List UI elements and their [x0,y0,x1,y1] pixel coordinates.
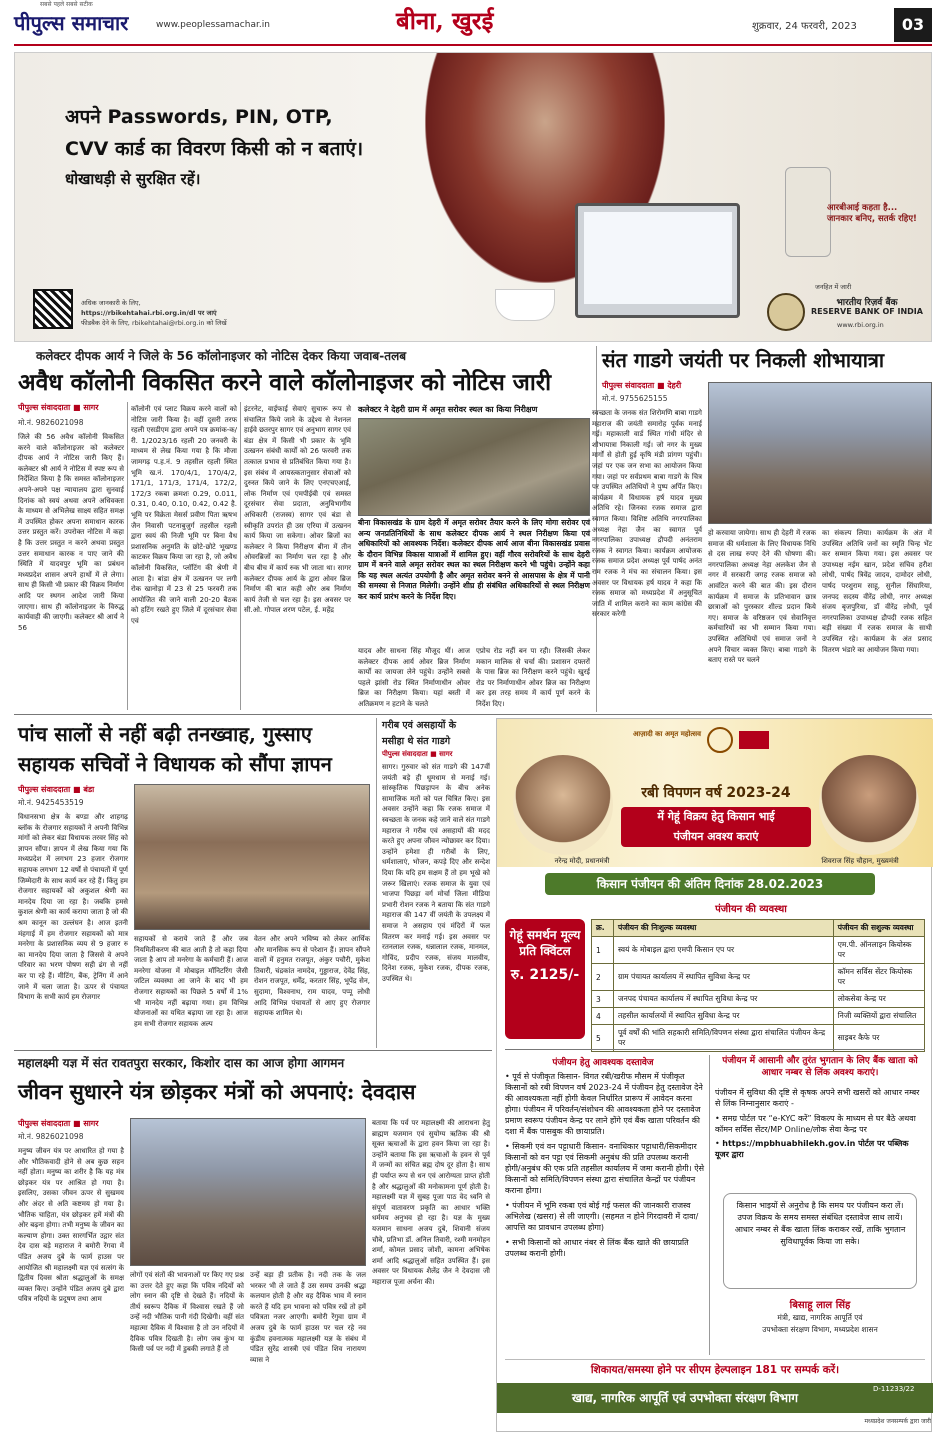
table-header-row [592,920,925,937]
story5-col2: लोगों एवं संतों की भावनाओं पर किए गए प्रश्न का उत्तर देते हुए कहा कि पवित्र नदियों को लोग स्नान की दृष्टि से देखते हैं। नदियों के तीर्थ स्वरूप दैविक में विश्वास रखते हैं जो उन्हें नदी भौतिक पानी गंदी दिखेगी। वहीं संत महात्मा दैविक में विश्वास है तो उन नदियों में दैविक पवित्र दिखती है। लोग जब कुंभ या किसी पर्व पर नदी में डुबकी लगाते हैं तो [130,1271,244,1354]
story5-photo [130,1118,366,1266]
story4-body: सागर। गुरुवार को संत गाडगे की 147वीं जयंती बड़े ही धूमधाम से मनाई गई। सांस्कृतिक पिछड़ापन के बीच अनेक सामाजिक मतों को पल चित्रित किए। इस अवसर उन्होंने कहा कि रजक समाज में स्वच्छता के जनक कहे जाने वाले संत गाडगे महाराज ने गरीब एवं असहायों की मदद करते हुए अपना जीवन न्योछावर कर दिया। उन्होंने हमेशा ही गरीबों के लिए, धर्मशालाएं, भोजन, कपड़े दिए और सन्देश दिया कि यदि हम सक्षम हैं तो हम भूखे को जरूर खिलाएं। रजक समाज के युवा एवं भाजपा पिछड़ा वर्ग मोर्चा जिला मीडिया प्रभारी रोशन रजक ने बताया कि संत गाडगे महाराज की 147 वीं जयंती के उपलक्ष्य में समाज ने असहाय एवं मंदिरों में फल वितरण कर मनाई गई। इस अवसर पर रतनलाल रजक, धन्नालाल रजक, मानमल, गोविंद, प्रदीप रजक, संजय मालवीय, दिनेश रजक, मुकेश रजक, दीपक रजक, उपस्थित थे। [382,763,490,983]
docs-item-text: पूर्व से पंजीकृत किसान- विगत रबी/खरीफ मौसम में पंजीकृत किसानों को रबी विपणन वर्ष 2023-24 में पंजीयन हेतु दस्तावेज देने की आवश्यकता नहीं होगी केवल निर्धारित प्रारूप में आवेदन करना होगा। पंजीयन में परिवर्तन/संशोधन की आवश्यकता होने पर दस्तावेज प्रमाण स्वरूप पंजीयन केन्द्र पर लाने होंगे एवं बैंक खाता परिवर्तन की दशा में बैंक पासबुक की छायाप्रति। [505,1072,703,1136]
minister-title-line2: उपभोक्ता संरक्षण विभाग, मध्यप्रदेश शासन [762,1325,878,1334]
story1-col3: इंटरनेट, वाईफाई सेवाएं सुचारू रूप से संचालित किये जाने के उद्देश्य से नेशनल हाईवे छतरपुर सागर एवं अनुभाग सागर एवं बंडा क्षेत्र में किसी भी प्रकार के भूमि उत्खनन संबंधी कार्यों को 26 फरवरी तक तत्काल प्रभाव से प्रतिबंधित किया गया है। इस संबंध में आयस्त्कतानुसार सेवाओं को दुरुस्त किये जाने के लिए एनएचएआई, लोक निर्माण एवं एमपीईबी एवं समस्त दूरसंचार सेवा प्रदाता, अनुविभागीय अधिकारी (राजस्व) सागर एवं बंडा से स्वीकृति उपरांत ही उस एरिया में उत्खनन कार्य किया जा सकेगा। ओवर ब्रिजों का कलेक्टर ने किया निरीक्षण बीना में तीन ओवरब्रिजों का निर्माण चल रहा है और बीच बीच में कार्य रुक भी जाता था। सागर कलेक्टर दीपक आर्य के द्वारा ओवर ब्रिज निर्माण की बात कही और अब निर्माण कार्य तेजी से चल रहा है। इस अवसर पर सी.ओ. गोपाल शरण पटेल, ई. महेंद्र [244,405,351,615]
table-cell: तहसील कार्यालयों में स्थापित सुविधा केन्द्र पर [614,1008,834,1025]
story5-mobile: मो.नं. 9826021098 [18,1132,84,1141]
deadline-banner: किसान पंजीयन की अंतिम दिनांक 28.02.2023 [545,873,875,895]
rbi-info-link[interactable]: https://rbikehtahai.rbi.org.in/dl पर जाएं [81,309,217,317]
story1-col4: यादव और साधना सिंह मौजूद थीं। आज कलेक्टर दीपक आर्य ओवर ब्रिज निर्माण कार्यों का जायजा लेने पहुंचे। उन्होंने सबसे पहले झांसी रोड स्थित निर्माणाधीन ओवर ब्रिज का निरीक्षण किया। यहां बस्ती में अतिक्रमण न हटाने के चलते [358,647,470,708]
helpline-banner: शिकायत/समस्या होने पर सीएम हेल्पलाइन 181 पर सम्पर्क करें। [505,1359,925,1377]
story3-mobile: मो.नं. 9425453519 [18,798,84,807]
department-footer: खाद्य, नागरिक आपूर्ति एवं उपभोक्ता संरक्षण विभाग [497,1383,933,1413]
laptop-illustration [575,203,740,318]
docs-item: • सिकमी एवं वन पट्टाधारी किसान- वनाधिकार पट्टाधारी/सिकमीदार किसानों को वन पट्टा एवं सिकमी अनुबंध की प्रति उपलब्ध करानी होगी/अनुबंध की एक प्रति तहसील कार्यालय में जमा करानी होगी। ऐसे किसानों को समिति/विपणन संस्था द्वारा संचालित केन्द्रों पर पंजीयन कराना होगा। [505,1142,705,1195]
rbi-website[interactable]: www.rbi.org.in [837,321,884,329]
release-code: D-11233/22 [873,1385,915,1393]
registration-table-grid [591,919,925,1052]
table-cell: 1 [592,937,614,964]
table-cell: लोकसेवा केन्द्र पर [833,991,924,1008]
pm-name: नरेन्द्र मोदी, प्रधानमंत्री [554,857,610,865]
minister-quote-box [723,1193,917,1289]
story3-byline: पीपुल्स संवाददाता ■ बंडा [18,785,95,794]
masthead [0,0,945,44]
masthead-url[interactable]: www.peoplessamachar.in [156,20,270,30]
table-cell: 3 [592,991,614,1008]
ad-title: रबी विपणन वर्ष 2023-24 [641,785,791,801]
story1-col2: कॉलोनी एवं प्लाट विक्रय करने वालों को नोटिस जारी किया है। वहीं दूसरी तरफ रहली एसडीएम द्वारा अपने पत्र क्रमांक-क/ री. 1/2023/16 रहली 20 जनवरी के माध्यम से लेख किया गया है कि मौजा जामगढ़ प.ह.नं. 9 तहसील रहली स्थित भूमि ख.नं. 170/4/1, 170/4/2, 171/1, 171/3, 171/4, 172/2, 172/3 रकबा क्रमशः 0.29, 0.011, 0.31, 0.40, 0.10, 0.42, 0.42 है. भूमि पर विक्रेता मेसर्स प्रवीण पिता ऋषभ जैन निवासी पटनाबुजुर्ग तहसील रहली द्वारा स्वयं की निजी भूमि पर बिना वैध प्रशासनिक अनुमति के छोटे-छोटे भूखण्ड काटकर विक्रय किया जा रहा है, जो अवैध कॉलोनी विकसित, प्लॉटिंग की श्रेणी में आता है। बांडा क्षेत्र में उत्खनन पर लगी रोक खानोड़ा में 23 से 25 फरवरी तक आयोजित की जाने वाली 20-20 बैठक को हटिंग रखते हुए जिले में दूरसंचार सेवा एवं [131,405,237,625]
ad-col-divider [709,1055,710,1355]
table-header-cell: क्र. [592,920,614,937]
story3-col1: विधानसभा क्षेत्र के बण्डा और शाहगढ़ ब्लॉक के रोजगार सहायकों ने अपनी विभिन्न मांगों को लेकर बंडा विधायक तरवर सिंह को ज्ञापन सौंपा। ज्ञापन में लेख किया गया कि मध्यप्रदेश में लगभग 23 हजार रोजगार सहायक लगभग 12 वर्षों से पंचायतों में पूर्ण जिम्मेदारी के साथ कार्य कर रहे हैं। किंतु हम रोजगार सहायकों को अकुशल श्रेणी का मानदेय दिया जा रहा है। जबकि हमसे कुशल श्रेणी का कार्य कराया जाता है जो की श्रम कानून का उल्लंघन है। आज इतनी मंहगाई में हम रोजगार सहायकों को मात्र मनरेगा के प्रशासनिक व्यय से 9 हजार रु का मानदेय दिया जाता है जिससे वे अपने परिवार का भरण पोषण सही ढंग से नहीं कर पा रहे हैं। मीटिंग, बैंक, ट्रेनिंग में आने जाने में चला जाता है। ऊपर से पंचायत विभाग के सभी कार्य हम रोजगार [18,813,128,1002]
table-cell: एम.पी. ऑनलाइन कियोस्क पर [833,937,924,964]
table-row [592,1025,925,1052]
docs-item: • सभी किसानों को आधार नंबर से लिंक बैंक खाते की छायाप्रति उपलब्ध करानी होगी। [505,1238,689,1258]
page-number: 03 [894,8,932,42]
rbi-public-interest: जनहित में जारी [815,283,852,291]
table-row [592,1008,925,1025]
docs-list [505,1071,705,1347]
ad-subtitle-line1: में गेहूं विक्रय हेतु किसान भाई [621,807,811,827]
story3-headline-line2: सहायक सचिवों ने विधायक को सौंपा ज्ञापन [18,752,332,776]
story1-photo-caption: बीना विकासखंड के ग्राम देहरी में अमृत सरोवर तैयार करने के लिए मोगा सरोवर एवं अन्य जनप्रतिनिधियों के साथ कलेक्टर दीपक आर्य ने स्थल निरीक्षण किया एवं अधिकारियों को आवश्यक निर्देश। कलेक्टर दीपक आर्य आज बीना विकासखंड प्रवास के दौरान विभिन्न विकास यात्राओं में शामिल हुए। वहीं गौरव सरोवरियों के साथ देहरी ग्राम में बनने वाले अमृत सरोवर स्थल का स्थल निरीक्षण करने भी पहुंचे। उन्होंने कहा कि यह स्थल अत्यंत उपयोगी है और अमृत सरोवर बनने से आसपास के क्षेत्र में पानी की समस्या से निजात मिलेगी। उन्होंने शीघ्र ही संबंधित अधिकारियों से स्थल निरीक्षण कर कार्य प्रारंभ करने के निर्देश दिए। [358,518,590,601]
masthead-logo: पीपुल्स समाचार [14,11,129,35]
masthead-tagline: सबसे पहले सबसे सटीक [40,1,93,8]
story1-col5: एप्रोच रोड नहीं बन पा रही। जिसकी लेकर मकान मालिक से चर्चा की। प्रशासन दफ्तरों के पास ब्रिज का निरीक्षण करने पहुंचे। खुरई रोड पर निर्माणाधीन ओवर ब्रिज का निरीक्षण कर इस तरह समय में कार्य पूर्ण करने के निर्देश दिए। [476,647,590,708]
msp-price-box [505,919,585,1039]
col-divider [127,402,128,710]
story2-mobile: मो.नं. 9755625155 [602,394,668,403]
ad-hero [497,719,933,867]
col-divider [240,402,241,710]
payment-item: • समग्र पोर्टल पर “e-KYC करें” विकल्प के माध्यम से घर बैठे अथवा कॉमन सर्विस सेंटर/MP Online/लोक सेवा केन्द्र पर [715,1114,916,1134]
cm-name: शिवराज सिंह चौहान, मुख्यमंत्री [821,857,899,865]
payment-intro: पंजीयन में सुविधा की दृष्टि से कृषक अपने सभी खसरों को आधार नम्बर से लिंक निम्नानुसार कराएं - [715,1088,920,1108]
ad-divider [505,1049,925,1050]
rbi-ad-line3: धोखाधड़ी से सुरक्षित रहें। [65,170,201,188]
cm-portrait [819,755,919,855]
story2-photo [708,382,932,524]
minister-quote: किसान भाइयों से अनुरोध है कि समय पर पंजीयन करा लें। उपज विक्रय के समय समस्त संबंधित दस्तावेज साथ लायें। आधार नम्बर से बैंक खाता लिंक कराकर रखें, ताकि भुगतान सुविधापूर्वक किया जा सके। [734,1201,906,1246]
table-cell: पूर्व वर्षों की भांति सहकारी समिति/विपणन संस्था द्वारा संचालित पंजीयन केन्द्र पर [614,1025,834,1052]
story3-headline-line1: पांच सालों से नहीं बढ़ी तनख्वाह, गुस्साए [18,722,312,746]
table-cell: कॉमन सर्विस सेंटर कियोस्क पर [833,964,924,991]
rbi-info-feedback[interactable]: फीडबैक देने के लिए, rbikehtahai@rbi.org.in को लिखें [81,319,227,327]
story1-col1: जिले की 56 अवैध कॉलोनी विकसित करने वाले कॉलोनाइजर को कलेक्टर दीपक आर्य ने नोटिस जारी किए हैं। कलेक्टर श्री आर्य ने नोटिस में स्पष्ट रूप से निर्देशित किया है कि समस्त कॉलोनाइजर अपने-अपने पक्ष न्यायालय द्वारा सुनवाई दिनांक को स्वयं अथवा अपने अधिवक्ता के माध्यम से अभिलेख साक्ष्य सहित समक्ष में उपस्थित होकर अपना समाधान कारक उत्तर प्रस्तुत करें। उपरोक्त नोटिस में कहा है कि उत्तर प्रस्तुत न करने अथवा प्रस्तुत उत्तर समाधान कारक न पाए जाने की स्थिति में यादवपुर भूमि का प्रबंधन मध्यप्रदेश शासन अपने हाथों में ले लेगा। साथ ही किसी भी प्रकार की विक्रय निर्माण आदि पर स्थगन आदेश जारी किया जाएगा। साथ ही कॉलोनाइजर के विरुद्ध कार्यवाही की जाएगी। कलेक्टर श्री आर्य ने 56 [18,433,124,632]
rbi-name-english: RESERVE BANK OF INDIA [811,307,923,316]
col-divider [376,718,377,1048]
table-cell: 4 [592,1008,614,1025]
table-header-cell: पंजीयन की निःशुल्क व्यवस्था [614,920,834,937]
story4-kicker: गरीब एवं असहायों के [382,720,457,731]
table-cell: निजी व्यक्तियों द्वारा संचालित [833,1008,924,1025]
arrangement-heading: पंजीयन की व्यवस्था [715,904,787,915]
docs-item-text: सभी किसानों को आधार नंबर से लिंक बैंक खाते की छायाप्रति उपलब्ध करानी होगी। [505,1238,689,1258]
mp-emblem-icon [707,727,733,753]
section-divider [14,1050,492,1051]
payment-item-text: समग्र पोर्टल पर “e-KYC करें” विकल्प के माध्यम से घर बैठे अथवा कॉमन सर्विस सेंटर/MP Online/लोक सेवा केन्द्र पर [715,1114,916,1134]
story3-col2: सहायकों से कराये जाते हैं और जब नियमितीकरण की बात आती है तो कहा दिया जाता है आप तो मनरेगा के कर्मचारी हैं। आज मनरेगा योजना में मोबाइल मॉनिटरिंग जैसी जटिल व्यवस्था आ जाने के बाद भी हम रोजगार सहायकों का पिछले 5 वर्षों में 1% भी मानदेय नहीं बढ़ाया गया। हम विभिन्न योजनाओं का यथित बढ़ाया जा रहा है। आज हम सभी रोजगार सहायक अल्प [134,935,248,1028]
story2-col2: हो करवाया जायेगा। साथ ही देहरी में रजक समाज की धर्मशाला के लिए विधायक निधि से दस लाख रुपए देने की घोषणा की। नगरपालिका अध्यक्ष नेहा अलकेश जैन से नगर में सरकारी जगह रजक समाज को आवंटित करने की बात की। इस दौरान कार्यक्रम में समाज के प्रतिभावान छात्र छात्राओं को पुरस्कार शील्ड प्रदान किये गए। समाज के वरिष्ठजन एवं सेवानिवृत्त कर्मचारियों का भी सम्मान किया गया। उपस्थित अतिथियों एवं समाज जनों ने अपने विचार व्यक्त किए। बाबा गाडगे के बताए रास्ते पर चलने [708,529,816,665]
story2-col3: का संकल्प लिया। कार्यक्रम के अंत में उपस्थित अतिथि जनों का स्मृति चिन्ह भेंट कर सम्मान किया गया। इस अवसर पर उपाध्यक्ष नईम खान, प्रदेश सचिव हरीश लोधी, पार्षद त्रिवेंद्र जादव, दामोदर लोधी, पार्षद परशुराम साहू, सुनील सिंघारिया, जनपद सदस्य वीरेंद्र लोधी, नगर अध्यक्ष संजय बृजपुरिया, डॉ वीरेंद्र लोधी, पूर्व नगरपालिका उपाध्यक्ष द्रौपदी रजक सहित बड़ी संख्या में रजक समाज के साथी उपस्थित रहे। कार्यक्रम के अंत प्रसाद वितरण भंडारे का आयोजन किया गया। [822,529,932,654]
minister-title-line1: मंत्री, खाद्य, नागरिक आपूर्ति एवं [777,1313,863,1322]
payment-item[interactable]: • https://mpbhuabhilekh.gov.in पोर्टल पर पब्लिक यूजर द्वारा [715,1139,909,1159]
mascot-speech-bubble: आरबीआई कहता है... जानकार बनिए, सतर्क रहिए! [827,203,917,224]
story1-mobile: मो.नं. 9826021098 [18,418,84,427]
rbi-ad-line1: अपने Passwords, PIN, OTP, [65,106,333,128]
section-divider [14,714,932,715]
story2-col1: स्वच्छता के जनक संत शिरोमणि बाबा गाडगे महाराज की जयंती समारोह पूर्वक मनाई गई। महाकाली वार्ड स्थित गांधी मंदिर से शोभायात्रा निकाली गई। जो नगर के मुख्य मार्गों से होती हुई कृषि मंडी प्रांगण पहुंची। जहां पर एक जन सभा का आयोजन किया गया। जहां पर सर्वप्रथम बाबा गाडगे के चित्र पर उपस्थित अतिथियों ने पुष्प अर्पित किए। कार्यक्रम में विधायक हर्ष यादव मुख्य अतिथि रहे। जिनका रजक समाज द्वारा स्वागत किया। विशिष्ट अतिथि नगरपालिका अध्यक्ष नेहा जैन का स्वागत पूर्व नगरपालिका उपाध्यक्ष द्रौपदी अनंतराम रजक ने स्वागत किया। कार्यक्रम आयोजक रजक समाज प्रदेश अध्यक्ष पूर्व पार्षद अनंत राम रजक ने मंच का संचालन किया। इस अवसर पर विधायक हर्ष यादव ने कहा कि रजक समाज को मध्यप्रदेश में अनुसूचित जाति में शामिल कराने का काम कांग्रेस की सरकार करेगी [592,409,702,619]
story3-photo [134,784,370,930]
payment-list [715,1113,925,1163]
release-by: मध्यप्रदेश जनसम्पर्क द्वारा जारी [864,1418,931,1425]
rbi-info-line1: अधिक जानकारी के लिए, [81,299,141,307]
payment-portal-link[interactable]: https://mpbhuabhilekh.gov.in पोर्टल पर पब्लिक यूजर द्वारा [715,1139,909,1159]
table-row [592,964,925,991]
qr-code[interactable] [33,289,73,329]
story2-headline: संत गाडगे जयंती पर निकली शोभायात्रा [602,348,885,372]
story3-col3: वेतन और अपने भविष्य को लेकर आर्थिक और मानसिक रूप से परेशान हैं। ज्ञापन सौंपने वालों में हनुमत राजपूत, अंकुर पचौरी, मुकेश तिवारी, चंद्रकांत नामदेव, गुड्डाराज, देवेंद्र सिंह, रोशन राजपूत, धर्मेंद्र, करतार सिंह, भूपेंद्र सेन, सुदामा, विश्वनाथ, राम यादव, पप्पू लोधी आदि विभिन्न पंचायतों से आए हुए रोजगार सहायक शामिल थे। [254,935,370,1018]
pm-portrait [513,755,613,855]
story1-headline: अवैध कॉलोनी विकसित करने वाले कॉलोनाइजर को नोटिस जारी [18,369,552,396]
masthead-rule [14,44,932,46]
story4-kicker2: मसीहा थे संत गाडगे [382,736,451,747]
table-row [592,991,925,1008]
story1-photo-title: कलेक्टर ने देहरी ग्राम में अमृत सरोवर स्थल का किया निरीक्षण [358,405,538,414]
msp-price-value: रु. 2125/- [510,967,580,983]
table-cell: 2 [592,964,614,991]
mpscsc-logo-icon [739,731,769,749]
story2-byline: पीपुल्स संवाददाता ■ देहरी [602,381,682,390]
registration-table [591,919,925,1047]
msp-price-label: गेहूं समर्थन मूल्य प्रति क्विंटल [509,928,581,958]
rbi-ad-line2: CVV कार्ड का विवरण किसी को न बताएं। [65,138,364,160]
story5-col3: उन्हें बड़ा ही प्रतीक है। नदी तक के जल भरकर भी ले जाते हैं उस समय उनकी श्रद्धा कलयान होती है और वह दैविक भाव में स्नान करते हैं यदि हम भावना को पवित्र रखें तो हमें पवित्रता नजर आएगी। बमोरी रेंगुवा ग्राम में अजय दुबे के फार्म हाउस पर चल रहे नव कुंडीय हवनात्मक महालक्ष्मी यज्ञ के संबंध में पंडित सुरेंद्र शास्त्री एवं पंडित शिव नारायण व्यास ने [250,1271,366,1364]
table-cell: जनपद पंचायत कार्यालय में स्थापित सुविधा केन्द्र पर [614,991,834,1008]
laptop-screen [584,212,732,304]
amrit-mahotsav-logo: आज़ादी का अमृत महोत्सव [633,730,702,738]
docs-item-text: सिकमी एवं वन पट्टाधारी किसान- वनाधिकार पट्टाधारी/सिकमीदार किसानों को वन पट्टा एवं सिकमी अनुबंध की प्रति उपलब्ध करानी होगी/अनुबंध की एक प्रति तहसील कार्यालय में जमा करानी होगी। ऐसे किसानों को समिति/विपणन संस्था द्वारा संचालित केन्द्रों पर पंजीयन कराना होगा। [505,1142,705,1195]
story5-byline: पीपुल्स संवाददाता ■ सागर [18,1119,99,1128]
docs-item: • पंजीयन में भूमि रकबा एवं बोई गई फसल की जानकारी राजस्व अभिलेख (खसरा) से ली जाएगी। (सहमत न होने गिरदावरी में दावा/आपत्ति का प्रावधान उपलब्ध होगा) [505,1201,699,1232]
story1-kicker: कलेक्टर दीपक आर्य ने जिले के 56 कॉलोनाइजर को नोटिस देकर किया जवाब-तलब [36,349,407,363]
minister-name: बिसाहू लाल सिंह [789,1300,851,1311]
mascot-illustration [785,167,831,257]
story1-byline: पीपुल्स संवाददाता ■ सागर [18,403,99,412]
story5-col4: बताया कि पर्व पर महालक्ष्मी की आराधना हेतु ब्राह्मण यजमान एवं सुयोग्य ऋतिक की श्री सूक्त ऋचाओं के द्वारा हवन किया जा रहा है। उन्होंने बताया कि इस ऋचाओं के हवन से पूर्व में जन्मों का संचित ब्रह्म दोष दूर होता है। साथ ही पर्याप्त रूप से धन एवं आरोग्यता प्राप्त होती है और श्रद्धालुओं की मनोकामना पूर्ण होती है। महालक्ष्मी यज्ञ में सुबह पूजा पाठ वेद ध्वनि से संपूर्ण वातावरण प्रकृति का आधार भक्ति धर्ममय अनुभव हो रहा है। यज्ञ के मुख्य यजमान साधना अजय दुबे, शिवानी संजय चौबे, प्रतिभा डॉ. अनिल तिवारी, रश्मी मनमोहन शर्मा, कोमल प्रसाद जोशी, कामना अभिषेक शर्मा आदि श्रद्धालुओं सहित उपस्थित हैं। इस अवसर पर विधायक शैलेंद्र जैन ने देवदास जी महाराज पूजा अर्चना की। [372,1119,490,1286]
table-cell: ग्राम पंचायत कार्यालय में स्थापित सुविधा केन्द्र पर [614,964,834,991]
story4-byline: पीपुल्स संवाददाता ■ सागर [382,750,453,758]
section-city: बीना, खुरई [396,6,494,35]
story5-kicker: महालक्ष्मी यज्ञ में संत रावतपुरा सरकार, किशोर दास का आज होगा आगमन [18,1056,345,1070]
table-row [592,937,925,964]
docs-item-text: पंजीयन में भूमि रकबा एवं बोई गई फसल की जानकारी राजस्व अभिलेख (खसरा) से ली जाएगी। (सहमत न होने गिरदावरी में दावा/आपत्ति का प्रावधान उपलब्ध होगा) [505,1201,699,1232]
docs-heading: पंजीयन हेतु आवश्यक दस्तावेज [552,1058,654,1068]
rbi-seal-icon [767,293,805,331]
story1-photo [358,418,590,516]
table-cell: स्वयं के मोबाइल द्वारा एमपी किसान एप पर [614,937,834,964]
docs-item: • पूर्व से पंजीकृत किसान- विगत रबी/खरीफ मौसम में पंजीकृत किसानों को रबी विपणन वर्ष 2023-24 में पंजीयन हेतु दस्तावेज देने की आवश्यकता नहीं होगी केवल निर्धारित प्रारूप में आवेदन करना होगा। पंजीयन में परिवर्तन/संशोधन की आवश्यकता होने पर दस्तावेज प्रमाण स्वरूप पंजीयन केन्द्र पर लाने होंगे एवं बैंक खाता परिवर्तन की दशा में बैंक पासबुक की छायाप्रति। [505,1072,703,1136]
ad-subtitle-line2: पंजीयन अवश्य कराएं [621,827,811,847]
table-cell: 5 [592,1025,614,1052]
table-header-cell: पंजीयन की सशुल्क व्यवस्था [833,920,924,937]
story5-headline: जीवन सुधारने यंत्र छोड़कर मंत्रों को अपनाएं: देवदास [18,1079,416,1104]
rbi-ad [14,52,932,342]
wheat-registration-ad [496,718,932,1432]
rbi-name-hindi: भारतीय रिज़र्व बैंक [836,298,898,308]
story5-col1: मनुष्य जीवन यंत्र पर आधारित हो गया है और भौतिकवादी होने से अब कुछ सहन नहीं होता। मनुष्य का शरीर है कि यह मंत्र छोड़कर यंत्र पर आश्रित हो गया है। इसलिए, उसका जीवन ऊपर से सुखमय और अंदर से अति कष्टमय हो गया है। भौतिक चाहिता, यंत्र छोड़कर हमें मंत्रों की ओर बढ़ना होगा। तभी मनुष्य के जीवन का कल्याण होगा। उक्त सारगर्भित उद्गार संत देव दास बड़े महाराज ने बमोरी रेंगवा में पंडित अजय दुबे के फार्म हाउस पर आयोजित श्री महालक्ष्मी यज्ञ एवं सत्संग के द्वितीय दिवस श्रोता श्रद्धालुओं के समक्ष व्यक्त किए। उन्होंने पंडित अजय दुबे द्वारा पवित्र नदियों के प्रदूषण तथा आम [18,1147,124,1304]
issue-date: शुक्रवार, 24 फरवरी, 2023 [752,21,857,32]
coffee-cup-illustration [495,289,555,321]
payment-heading: पंजीयन में आसानी और तुरंत भुगतान के लिए बैंक खाता को आधार नम्बर से लिंक अवश्य कराएं। [722,1056,918,1078]
table-cell: साइबर कैफे पर [833,1025,924,1052]
